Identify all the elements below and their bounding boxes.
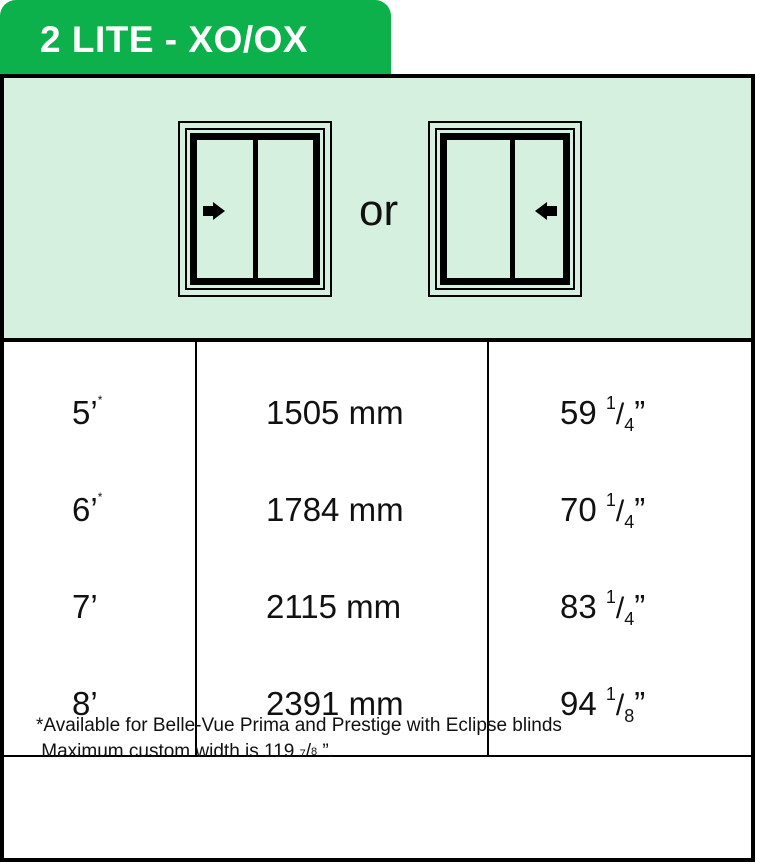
window-diagram-panel — [4, 78, 751, 342]
sliding-window-xo-icon — [178, 121, 332, 297]
mm-cell: 1505 mm — [266, 394, 404, 431]
size-table — [4, 342, 751, 757]
size-cell: 6’* — [72, 490, 103, 528]
column-divider — [195, 342, 197, 755]
column-divider — [487, 342, 489, 755]
size-cell: 7’ — [72, 588, 98, 625]
footnote-line-1: *Available for Belle-Vue Prima and Prestige with Eclipse blinds — [36, 715, 562, 736]
mm-cell: 2391 mm — [266, 685, 404, 722]
sliding-window-ox-icon — [428, 121, 582, 297]
size-cell: 5’* — [72, 393, 103, 431]
inch-cell: 70 $^1$/4” — [560, 490, 646, 532]
size-cell: 8’ — [72, 685, 98, 722]
inch-cell: 94 $^1$/8” — [560, 684, 646, 726]
mm-cell: 1784 mm — [266, 491, 404, 528]
footnote — [36, 713, 562, 765]
arrow-left-icon — [535, 202, 557, 220]
arrow-right-icon — [203, 202, 225, 220]
inch-cell: 59 $^1$/4” — [560, 393, 646, 435]
mm-cell: 2115 mm — [266, 588, 402, 625]
or-label: or — [359, 186, 399, 235]
header-tab — [0, 0, 391, 76]
footnote-line-2: Maximum custom width is 119 $^7$/8 ”. — [41, 741, 335, 762]
inch-cell: 83 $^1$/4” — [560, 587, 646, 629]
page-title: 2 LITE - XO/OX — [40, 19, 309, 60]
